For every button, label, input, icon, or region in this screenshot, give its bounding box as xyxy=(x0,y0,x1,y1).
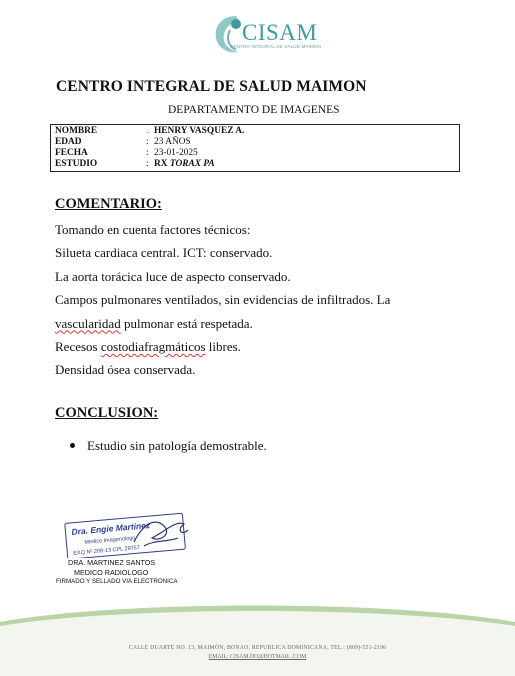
study-colon: : xyxy=(146,159,149,169)
patient-row-study xyxy=(55,159,459,170)
doctor-name: DRA. MARTINEZ SANTOS xyxy=(68,558,156,567)
footer-email xyxy=(0,654,515,660)
center-title: CENTRO INTEGRAL DE SALUD MAIMON xyxy=(56,78,367,95)
study-view: TORAX PA xyxy=(169,159,215,169)
footer-wave xyxy=(0,600,515,676)
stamp-id: EXQ Nº 208-13 CPL 29757 xyxy=(73,545,141,557)
email-label: EMAIL: xyxy=(208,654,231,660)
date-label: FECHA xyxy=(55,148,88,158)
comment-text: Recesos xyxy=(55,338,101,354)
patient-row-name xyxy=(55,126,459,137)
age-colon: : xyxy=(146,137,149,147)
patient-row-age xyxy=(55,137,459,148)
doctor-stamp xyxy=(64,512,192,558)
footer-address: CALLE DUARTE NO. 13, MAIMÓN, BONAO, REPUBLICA DOMINICANA, TEL.: (809)-551-2196 xyxy=(128,645,387,651)
conclusion-list xyxy=(70,438,267,454)
conclusion-title: CONCLUSION: xyxy=(55,405,159,421)
comment-line: Densidad ósea conservada. xyxy=(55,362,196,378)
comment-line xyxy=(55,315,475,338)
name-colon: .: xyxy=(146,127,150,135)
logo-subtitle: CENTRO INTEGRAL DE SALUD MAIMON xyxy=(230,44,321,49)
patient-info-box xyxy=(50,124,460,172)
comment-body xyxy=(55,221,475,385)
email-link[interactable]: CISAM.DO@HOTMAIL .COM xyxy=(230,654,307,660)
cisam-logo xyxy=(206,10,326,58)
signature-note: FIRMADO Y SELLADO VIA ELECTRONICA xyxy=(56,578,178,585)
comment-text: pulmonar está respetada. xyxy=(120,315,253,331)
spellcheck-word: costodiafragmáticos xyxy=(100,338,206,354)
stamp-name: Dra. Engie Martinez xyxy=(71,520,151,537)
patient-row-date xyxy=(55,148,459,159)
study-value xyxy=(154,159,215,170)
study-type: RX xyxy=(154,159,168,169)
comment-line: La aorta torácica luce de aspecto conservado. xyxy=(55,268,291,284)
comment-line: Silueta cardiaca central. ICT: conservado. xyxy=(55,245,273,261)
comment-line xyxy=(55,338,475,361)
bullet-icon xyxy=(70,443,75,448)
doctor-title: MEDICO RADIOLOGO xyxy=(74,567,149,577)
conclusion-text: Estudio sin patología demostrable. xyxy=(87,438,267,453)
comment-text: libres. xyxy=(205,338,241,354)
age-label: EDAD xyxy=(55,137,82,147)
name-label: NOMBRE xyxy=(55,126,98,136)
logo-text: CISAM xyxy=(242,20,318,45)
stamp-title: Medico Imagenologo xyxy=(84,535,136,546)
comment-line: Tomando en cuenta factores técnicos: xyxy=(55,222,251,237)
date-value: 23-01-2025 xyxy=(154,148,198,158)
list-item xyxy=(70,438,267,454)
department-title: DEPARTAMENTO DE IMAGENES xyxy=(168,104,340,116)
name-value: HENRY VASQUEZ A. xyxy=(154,126,245,136)
comment-line: Campos pulmonares ventilados, sin evidencias de infiltrados. La xyxy=(55,292,391,308)
spellcheck-word: vascularidad xyxy=(55,315,121,331)
age-value: 23 AÑOS xyxy=(154,137,191,147)
study-label: ESTUDIO xyxy=(55,159,98,169)
comment-title: COMENTARIO: xyxy=(55,196,162,212)
signature-block xyxy=(68,558,155,577)
date-colon: : xyxy=(146,148,149,158)
